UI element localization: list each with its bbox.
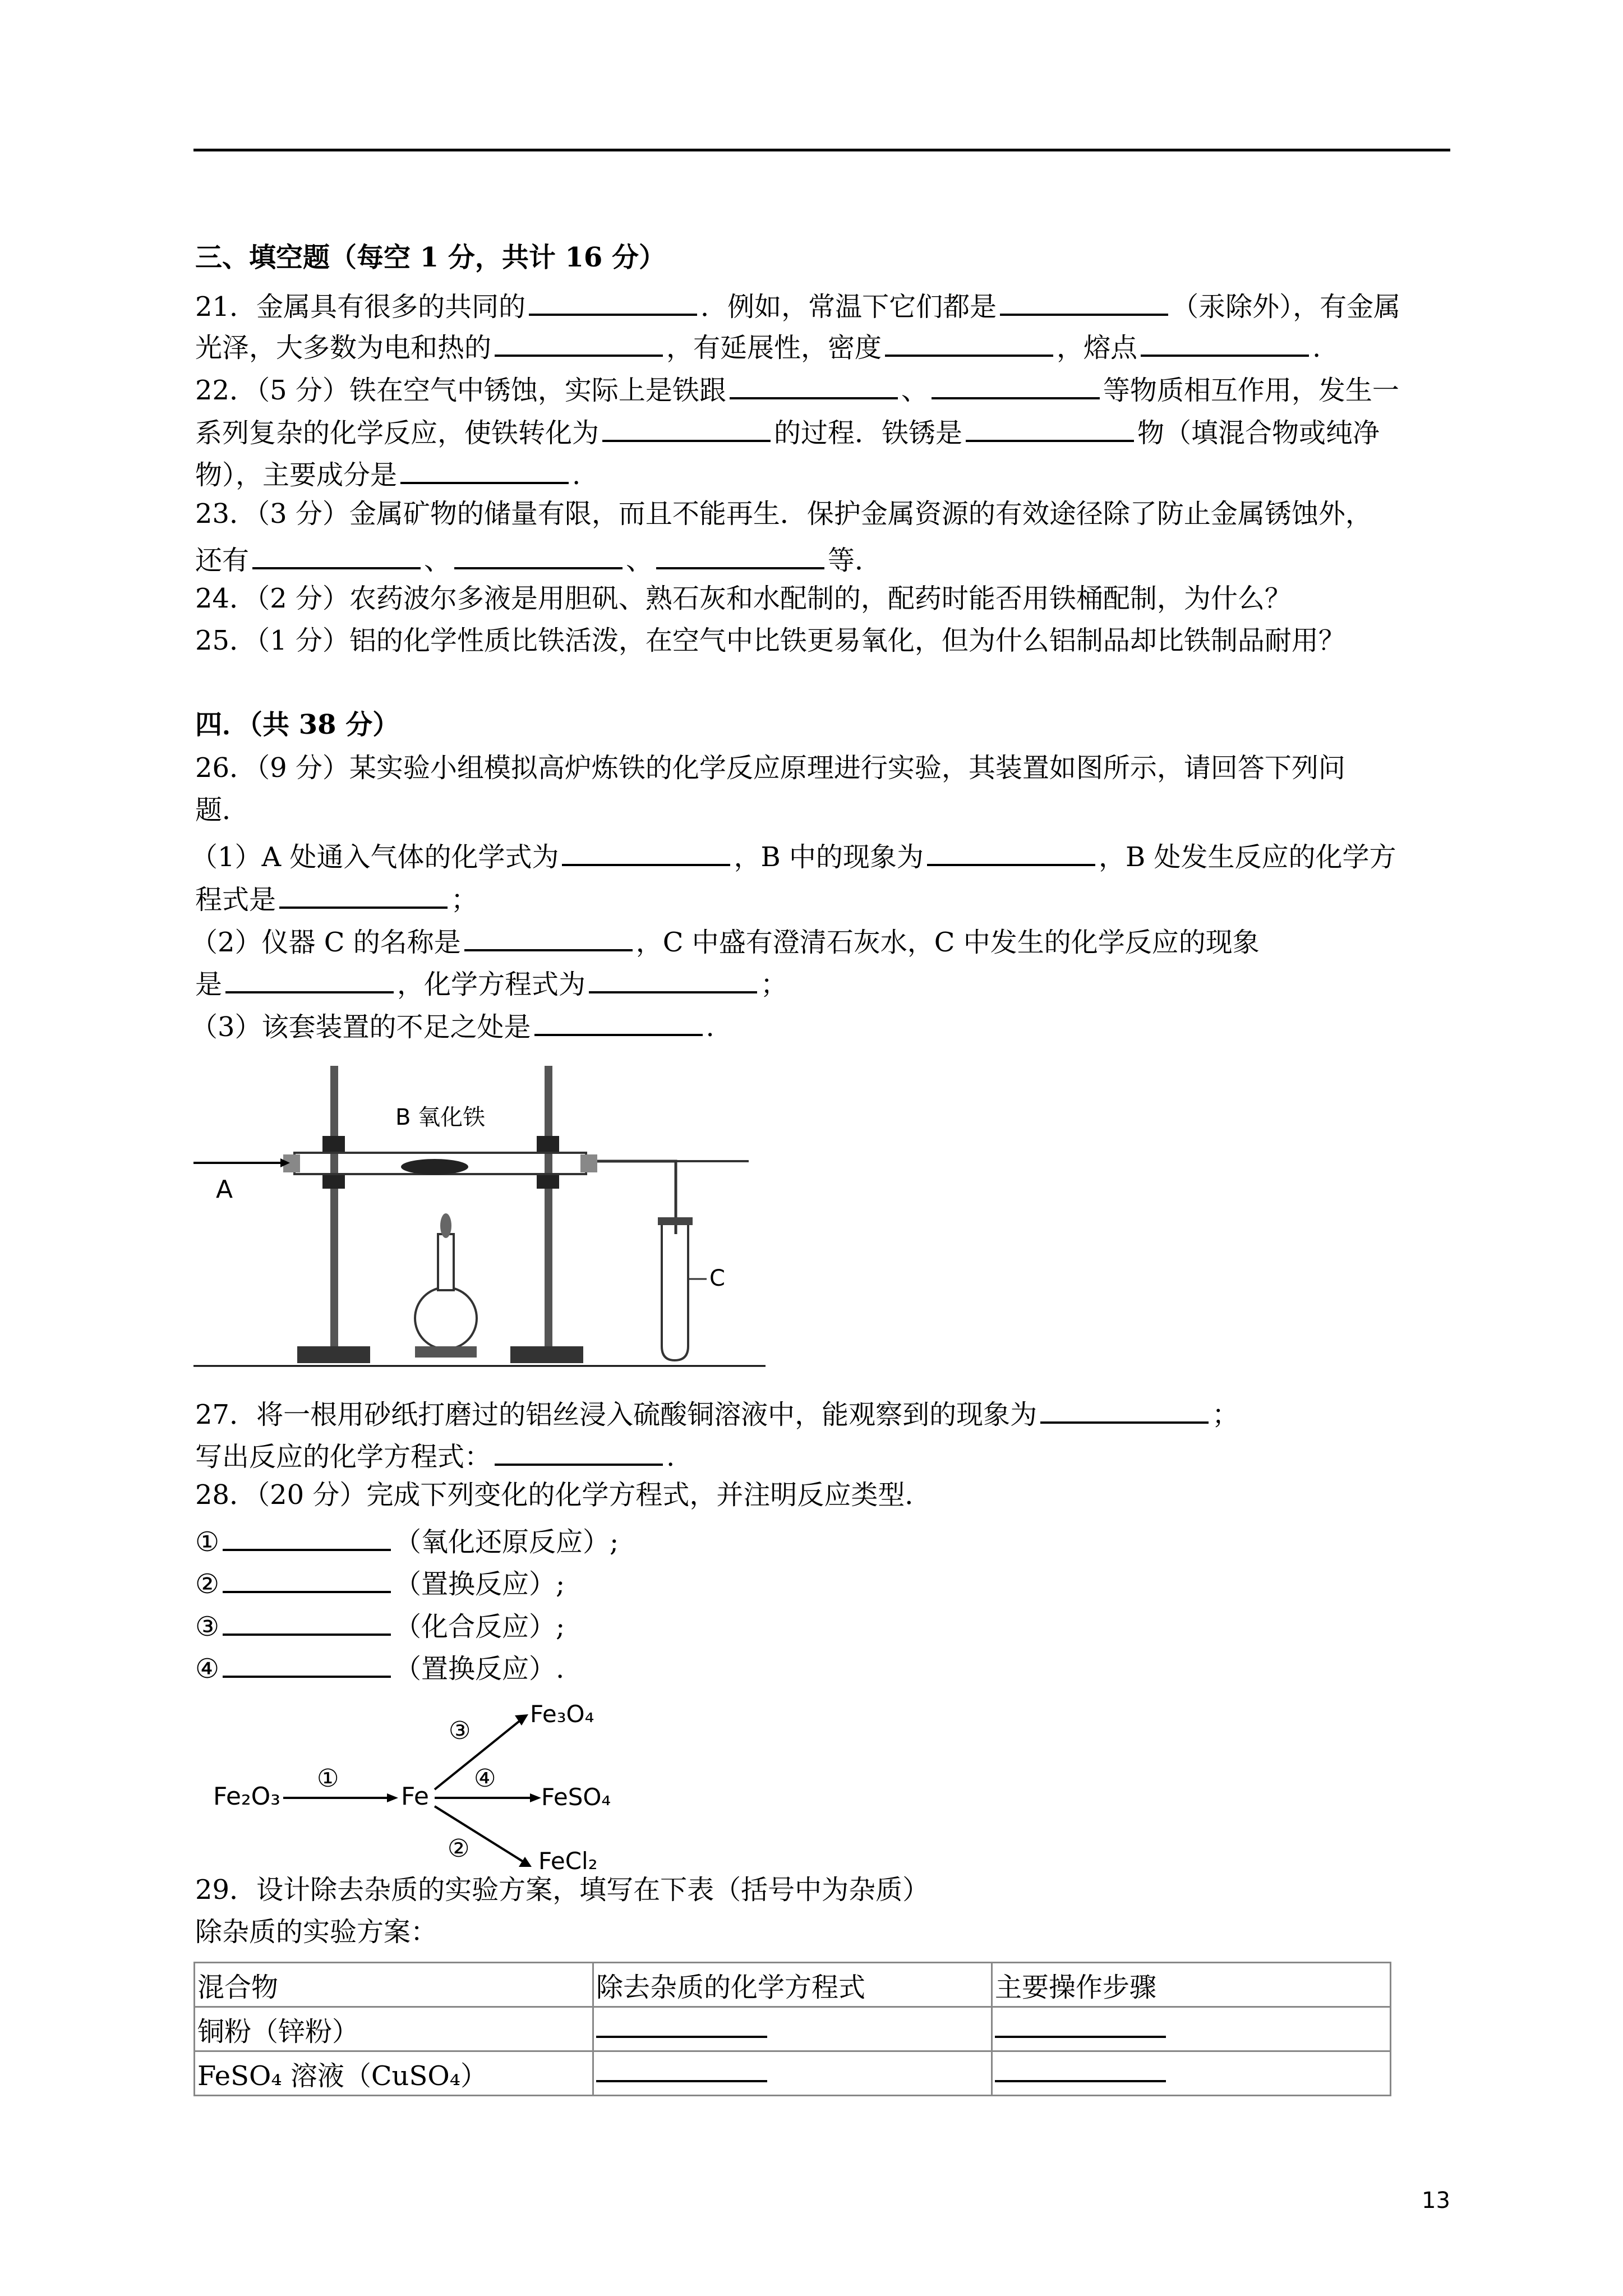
q26-sub2-line1: （2）仪器 C 的名称是 ，C 中盛有澄清石灰水，C 中发生的化学反应的现象 xyxy=(191,924,1260,956)
q22-line2: 系列复杂的化学反应，使铁转化为 的过程．铁锈是 物（填混合物或纯净 xyxy=(195,415,1380,447)
stand-base-right xyxy=(510,1346,583,1363)
answer-blank[interactable] xyxy=(927,839,1095,866)
stand-rod-left xyxy=(330,1066,338,1346)
answer-blank[interactable] xyxy=(1000,289,1168,316)
table-cell-steps[interactable] xyxy=(992,2051,1391,2096)
answer-blank[interactable] xyxy=(252,542,421,569)
clamp-top-right xyxy=(537,1136,559,1152)
section3-heading: 三、填空题（每空 1 分，共计 16 分） xyxy=(195,242,666,273)
answer-blank[interactable] xyxy=(730,372,898,399)
scheme-prod3: Fe₃O₄ xyxy=(530,1700,594,1728)
answer-blank[interactable] xyxy=(596,2058,767,2082)
q26-line2: 题． xyxy=(195,794,250,826)
q24: 24．（2 分）农药波尔多液是用胆矾、熟石灰和水配制的，配药时能否用铁桶配制，为什么？ xyxy=(195,583,1292,614)
table-cell-equation[interactable] xyxy=(593,2007,992,2051)
q28: 28．（20 分）完成下列变化的化学方程式，并注明反应类型． xyxy=(195,1479,932,1511)
scheme-step1: ① xyxy=(317,1764,339,1793)
answer-blank[interactable] xyxy=(529,289,697,316)
stopper-right xyxy=(580,1154,597,1172)
answer-blank[interactable] xyxy=(495,1439,663,1466)
lamp-wick-holder xyxy=(438,1234,454,1290)
q26-sub1-line1: （1）A 处通入气体的化学式为 ，B 中的现象为 ，B 处发生反应的化学方 xyxy=(191,839,1396,871)
clamp-bottom-right xyxy=(537,1175,559,1189)
arrow-head-icon xyxy=(530,1793,541,1802)
label-b: B 氧化铁 xyxy=(395,1105,486,1130)
q27-line1: 27．将一根用砂纸打磨过的铝丝浸入硫酸铜溶液中，能观察到的现象为 ； xyxy=(195,1397,1239,1428)
answer-blank[interactable] xyxy=(995,2058,1166,2082)
scheme-step2: ② xyxy=(448,1834,470,1863)
label-a: A xyxy=(216,1175,233,1204)
answer-blank[interactable] xyxy=(602,415,771,442)
answer-blank[interactable] xyxy=(966,415,1134,442)
arrow-head-icon xyxy=(519,1857,532,1867)
clamp-bottom-left xyxy=(322,1175,345,1189)
q21-line1: 21．金属具有很多的共同的 ．例如，常温下它们都是 （汞除外），有金属 xyxy=(195,289,1400,320)
table-header: 除去杂质的化学方程式 xyxy=(593,1963,992,2007)
q28-item-4: ④ （置换反应）. xyxy=(195,1651,564,1682)
alcohol-lamp xyxy=(415,1287,477,1349)
table-cell-mixture: FeSO₄ 溶液（CuSO₄） xyxy=(195,2051,593,2096)
table-header: 主要操作步骤 xyxy=(992,1963,1391,2007)
q28-item-2: ② （置换反应）; xyxy=(195,1566,565,1598)
table-row xyxy=(195,2007,1391,2051)
solution-table xyxy=(193,1962,1391,2096)
q26-sub2-line2: 是 ，化学方程式为 ； xyxy=(195,967,787,998)
answer-blank[interactable] xyxy=(223,1609,391,1636)
q22-line3: 物），主要成分是 . xyxy=(195,457,580,489)
answer-blank[interactable] xyxy=(562,839,730,866)
answer-blank[interactable] xyxy=(454,542,623,569)
q27-line2: 写出反应的化学方程式： . xyxy=(195,1439,675,1470)
arrow-head-icon xyxy=(387,1793,398,1802)
header-rule xyxy=(193,149,1450,151)
answer-blank[interactable] xyxy=(464,924,633,951)
answer-blank[interactable] xyxy=(223,1566,391,1593)
q28-item-1: ① （氧化还原反应）; xyxy=(195,1524,619,1556)
q23-line2: 还有 、 、 等． xyxy=(195,542,882,574)
label-c: C xyxy=(709,1266,725,1291)
clamp-top-left xyxy=(322,1136,345,1152)
answer-blank[interactable] xyxy=(589,967,757,993)
answer-blank[interactable] xyxy=(596,2013,767,2038)
table-header-row xyxy=(195,1963,1391,2007)
table-cell-equation[interactable] xyxy=(593,2051,992,2096)
q29-line2: 除杂质的实验方案： xyxy=(195,1916,438,1948)
section4-heading: 四．（共 38 分） xyxy=(195,709,400,740)
table-cell-steps[interactable] xyxy=(992,2007,1391,2051)
q26-sub1-line2: 程式是 ； xyxy=(195,882,478,913)
scheme-step4: ④ xyxy=(474,1764,496,1793)
q21-line2: 光泽，大多数为电和热的 ，有延展性，密度 ，熔点 . xyxy=(195,330,1321,361)
answer-blank[interactable] xyxy=(885,330,1053,357)
test-tube-c xyxy=(662,1223,688,1360)
answer-blank[interactable] xyxy=(495,330,663,357)
stand-base-left xyxy=(297,1346,370,1363)
q22-line1: 22．（5 分）铁在空气中锈蚀，实际上是铁跟 、 等物质相互作用，发生一 xyxy=(195,372,1399,404)
answer-blank[interactable] xyxy=(995,2013,1166,2038)
scheme-mid: Fe xyxy=(401,1782,429,1811)
answer-blank[interactable] xyxy=(656,542,824,569)
page-number: 13 xyxy=(1422,2188,1450,2214)
scheme-start: Fe₂O₃ xyxy=(213,1782,280,1811)
q26-line1: 26．（9 分）某实验小组模拟高炉炼铁的化学反应原理进行实验，其装置如图所示，请回答下列问 xyxy=(195,752,1345,784)
iron-oxide-powder xyxy=(401,1159,468,1175)
answer-blank[interactable] xyxy=(225,967,394,993)
apparatus-figure xyxy=(193,1055,788,1380)
stand-rod-right xyxy=(545,1066,552,1346)
table-header: 混合物 xyxy=(195,1963,593,2007)
answer-blank[interactable] xyxy=(1040,1397,1209,1424)
answer-blank[interactable] xyxy=(223,1651,391,1678)
q28-item-3: ③ （化合反应）; xyxy=(195,1609,565,1640)
answer-blank[interactable] xyxy=(1141,330,1309,357)
answer-blank[interactable] xyxy=(223,1524,391,1551)
answer-blank[interactable] xyxy=(932,372,1100,399)
answer-blank[interactable] xyxy=(400,457,569,484)
scheme-prod4: FeSO₄ xyxy=(541,1783,611,1811)
q23-line1: 23．（3 分）金属矿物的储量有限，而且不能再生．保护金属资源的有效途径除了防止金属锈蚀外， xyxy=(195,498,1372,530)
q25: 25．（1 分）铝的化学性质比铁活泼，在空气中比铁更易氧化，但为什么铝制品却比铁制品耐用？ xyxy=(195,625,1345,656)
q29-line1: 29．设计除去杂质的实验方案，填写在下表（括号中为杂质） xyxy=(195,1874,930,1906)
reaction-scheme xyxy=(208,1694,645,1874)
answer-blank[interactable] xyxy=(279,882,448,909)
answer-blank[interactable] xyxy=(534,1009,703,1036)
scheme-prod2: FeCl₂ xyxy=(538,1847,598,1874)
flame-icon xyxy=(440,1213,451,1238)
table-cell-mixture: 铜粉（锌粉） xyxy=(195,2007,593,2051)
table-row xyxy=(195,2051,1391,2096)
lamp-base xyxy=(415,1346,477,1358)
scheme-step3: ③ xyxy=(449,1717,471,1745)
q26-sub3: （3）该套装置的不足之处是 . xyxy=(191,1009,714,1041)
test-tube-stopper xyxy=(658,1217,693,1225)
